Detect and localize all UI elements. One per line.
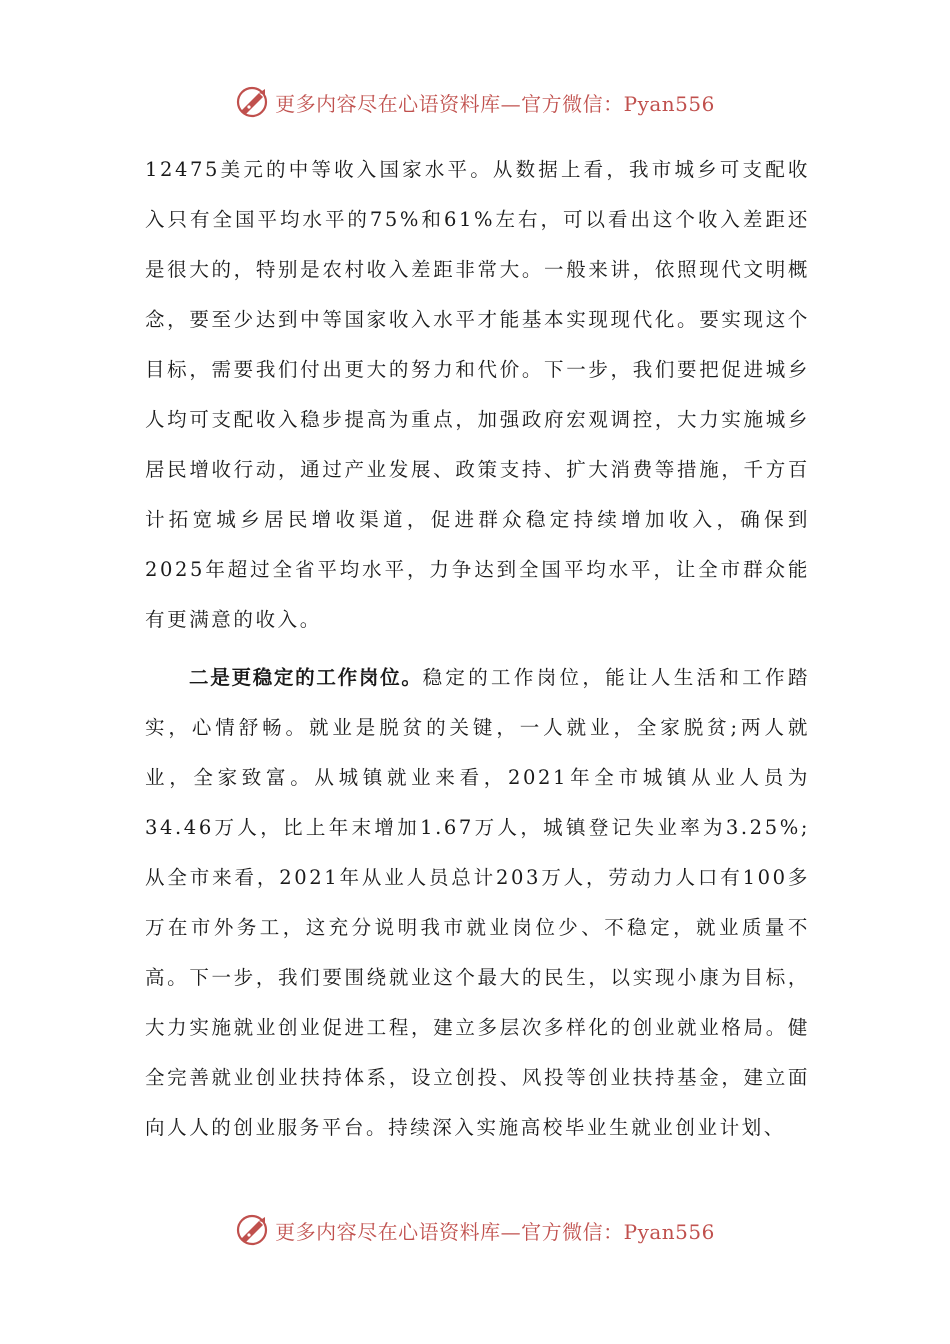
paragraph-employment-text: 稳定的工作岗位，能让人生活和工作踏实，心情舒畅。就业是脱贫的关键，一人就业，全家脱贫;两人就业，全家致富。从城镇就业来看，2021年全市城镇从业人员为34.46万人，比上年末增加1.67万人，城镇登记失业率为3.25%;从全市来看，2021年从业人员总计203万人，劳动力人口有100多万在市外务工，这充分说明我市就业岗位少、不稳定，就业质量不高。下一步，我们要围绕就业这个最大的民生，以实现小康为目标，大力实施就业创业促进工程，建立多层次多样化的创业就业格局。健全完善就业创业扶持体系，设立创投、风投等创业扶持基金，建立面向人人的创业服务平台。持续深入实施高校毕业生就业创业计划、 xyxy=(145,666,810,1139)
paragraph-lead-heading: 二是更稳定的工作岗位。 xyxy=(189,666,423,689)
banner-text: 更多内容尽在心语资料库—官方微信：Pyan556 xyxy=(275,91,715,116)
banner-text: 更多内容尽在心语资料库—官方微信：Pyan556 xyxy=(275,1219,715,1244)
footer-banner xyxy=(0,1210,950,1250)
pen-nib-logo-icon xyxy=(235,85,269,119)
pen-nib-logo-icon xyxy=(235,1213,269,1247)
document-body xyxy=(145,145,810,1153)
paragraph-employment xyxy=(145,653,810,1153)
header-banner xyxy=(0,82,950,122)
paragraph-income: 12475美元的中等收入国家水平。从数据上看，我市城乡可支配收入只有全国平均水平的75%和61%左右，可以看出这个收入差距还是很大的，特别是农村收入差距非常大。一般来讲，依照现代文明概念，要至少达到中等国家收入水平才能基本实现现代化。要实现这个目标，需要我们付出更大的努力和代价。下一步，我们要把促进城乡人均可支配收入稳步提高为重点，加强政府宏观调控，大力实施城乡居民增收行动，通过产业发展、政策支持、扩大消费等措施，千方百计拓宽城乡居民增收渠道，促进群众稳定持续增加收入，确保到2025年超过全省平均水平，力争达到全国平均水平，让全市群众能有更满意的收入。 xyxy=(145,158,810,631)
